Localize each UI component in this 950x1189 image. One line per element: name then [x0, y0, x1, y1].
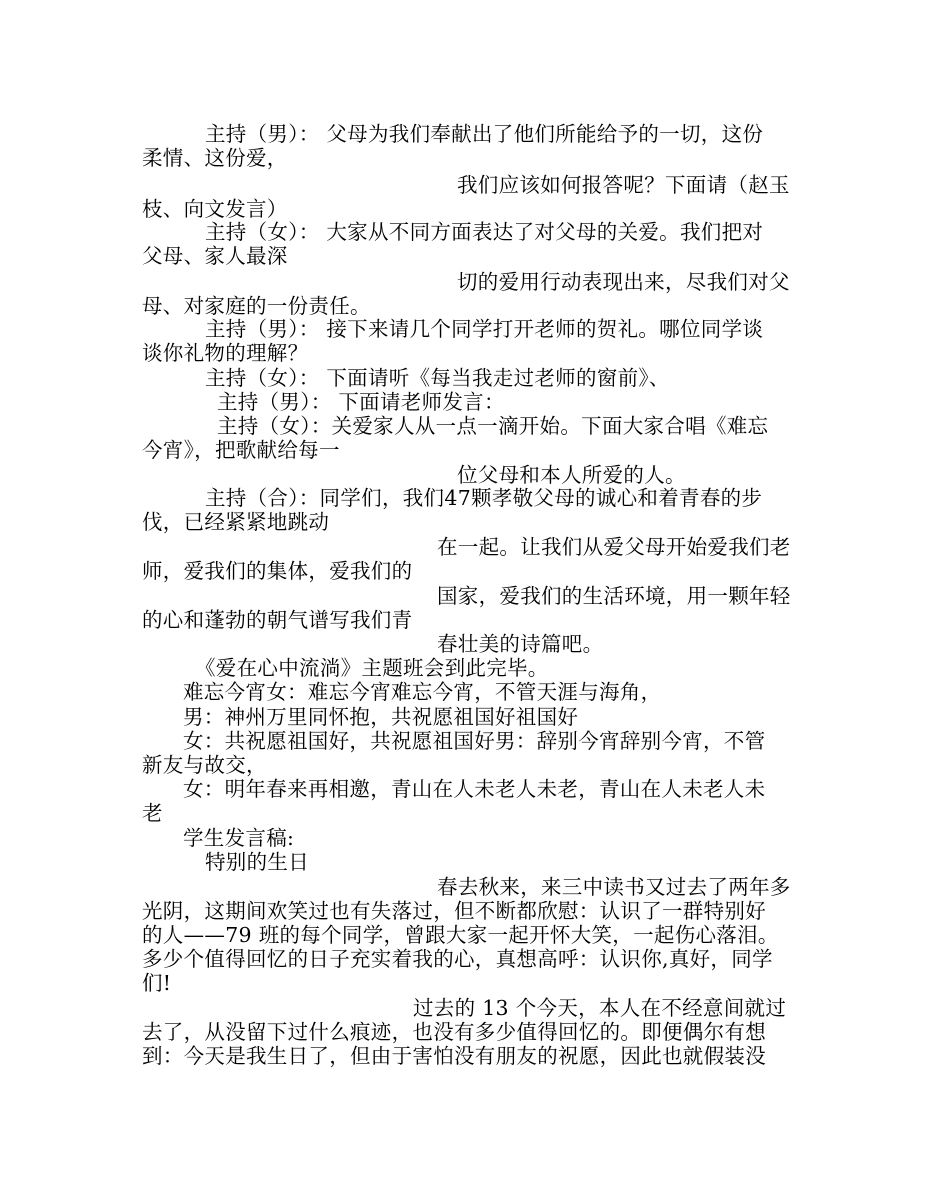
text-line: 难忘今宵女：难忘今宵难忘今宵，不管天涯与海角，: [183, 680, 662, 704]
text-line: 切的爱用行动表现出来，尽我们对父: [457, 270, 790, 294]
text-line: 主持（男）： 接下来请几个同学打开老师的贺礼。哪位同学谈: [205, 317, 764, 341]
text-line: 过去的 13 个今天，本人在不经意间就过: [413, 996, 787, 1020]
text-line: 主持（女）： 下面请听《每当我走过老师的窗前》、: [205, 366, 670, 390]
text-line: 我们应该如何报答呢？下面请（赵玉: [457, 173, 790, 197]
text-line: 今宵》，把歌献给每一: [142, 438, 340, 462]
text-line: 谈你礼物的理解？: [142, 341, 309, 365]
text-line: 到：今天是我生日了，但由于害怕没有朋友的祝愿，因此也就假装没: [142, 1044, 766, 1068]
text-line: 男：神州万里同怀抱，共祝愿祖国好祖国好: [183, 705, 579, 729]
text-line: 主持（男）： 下面请老师发言：: [217, 390, 505, 414]
text-line: 多少个值得回忆的日子充实着我的心，真想高呼：认识你,真好，同学: [142, 947, 773, 971]
text-line: 光阴，这期间欢笑过也有失落过，但不断都欣慰：认识了一群特别好: [142, 899, 766, 923]
text-line: 特别的生日: [205, 850, 309, 874]
text-line: 《爱在心中流淌》主题班会到此完毕。: [195, 656, 549, 680]
text-line: 父母、家人最深: [142, 244, 288, 268]
text-line: 主持（女）： 大家从不同方面表达了对父母的关爱。我们把对: [205, 220, 764, 244]
text-line: 主持（合）：同学们，我们47颗孝敬父母的诚心和着青春的步: [205, 486, 763, 510]
text-line: 枝、向文发言）: [142, 197, 288, 221]
text-line: 老: [142, 801, 163, 825]
text-line: 伐，已经紧紧地跳动: [142, 510, 330, 534]
text-line: 主持（男）： 父母为我们奉献出了他们所能给予的一切，这份: [205, 122, 764, 146]
text-line: 师，爱我们的集体，爱我们的: [142, 559, 413, 583]
text-line: 国家，爱我们的生活环境，用一颗年轻: [437, 584, 791, 608]
text-line: 春去秋来，来三中读书又过去了两年多: [437, 875, 791, 899]
text-line: 的人——79 班的每个同学，曾跟大家一起开怀大笑，一起伤心落泪。: [142, 923, 779, 947]
text-line: 新友与故交，: [142, 753, 267, 777]
text-line: 在一起。让我们从爱父母开始爱我们老: [437, 535, 791, 559]
text-line: 女：明年春来再相邀，青山在人未老人未老，青山在人未老人未: [183, 777, 766, 801]
text-line: 的心和蓬勃的朝气谱写我们青: [142, 608, 413, 632]
text-line: 学生发言稿:: [183, 826, 295, 850]
text-line: 女：共祝愿祖国好，共祝愿祖国好男：辞别今宵辞别今宵，不管: [183, 729, 766, 753]
text-line: 去了，从没留下过什么痕迹，也没有多少值得回忆的。即便偶尔有想: [142, 1020, 766, 1044]
text-line: 柔情、这份爱，: [142, 146, 288, 170]
text-line: 们!: [142, 971, 172, 995]
text-line: 位父母和本人所爱的人。: [457, 463, 686, 487]
text-line: 春壮美的诗篇吧。: [437, 632, 604, 656]
text-line: 母、对家庭的一份责任。: [142, 294, 371, 318]
text-line: 主持（女）：关爱家人从一点一滴开始。下面大家合唱《难忘: [217, 414, 769, 438]
